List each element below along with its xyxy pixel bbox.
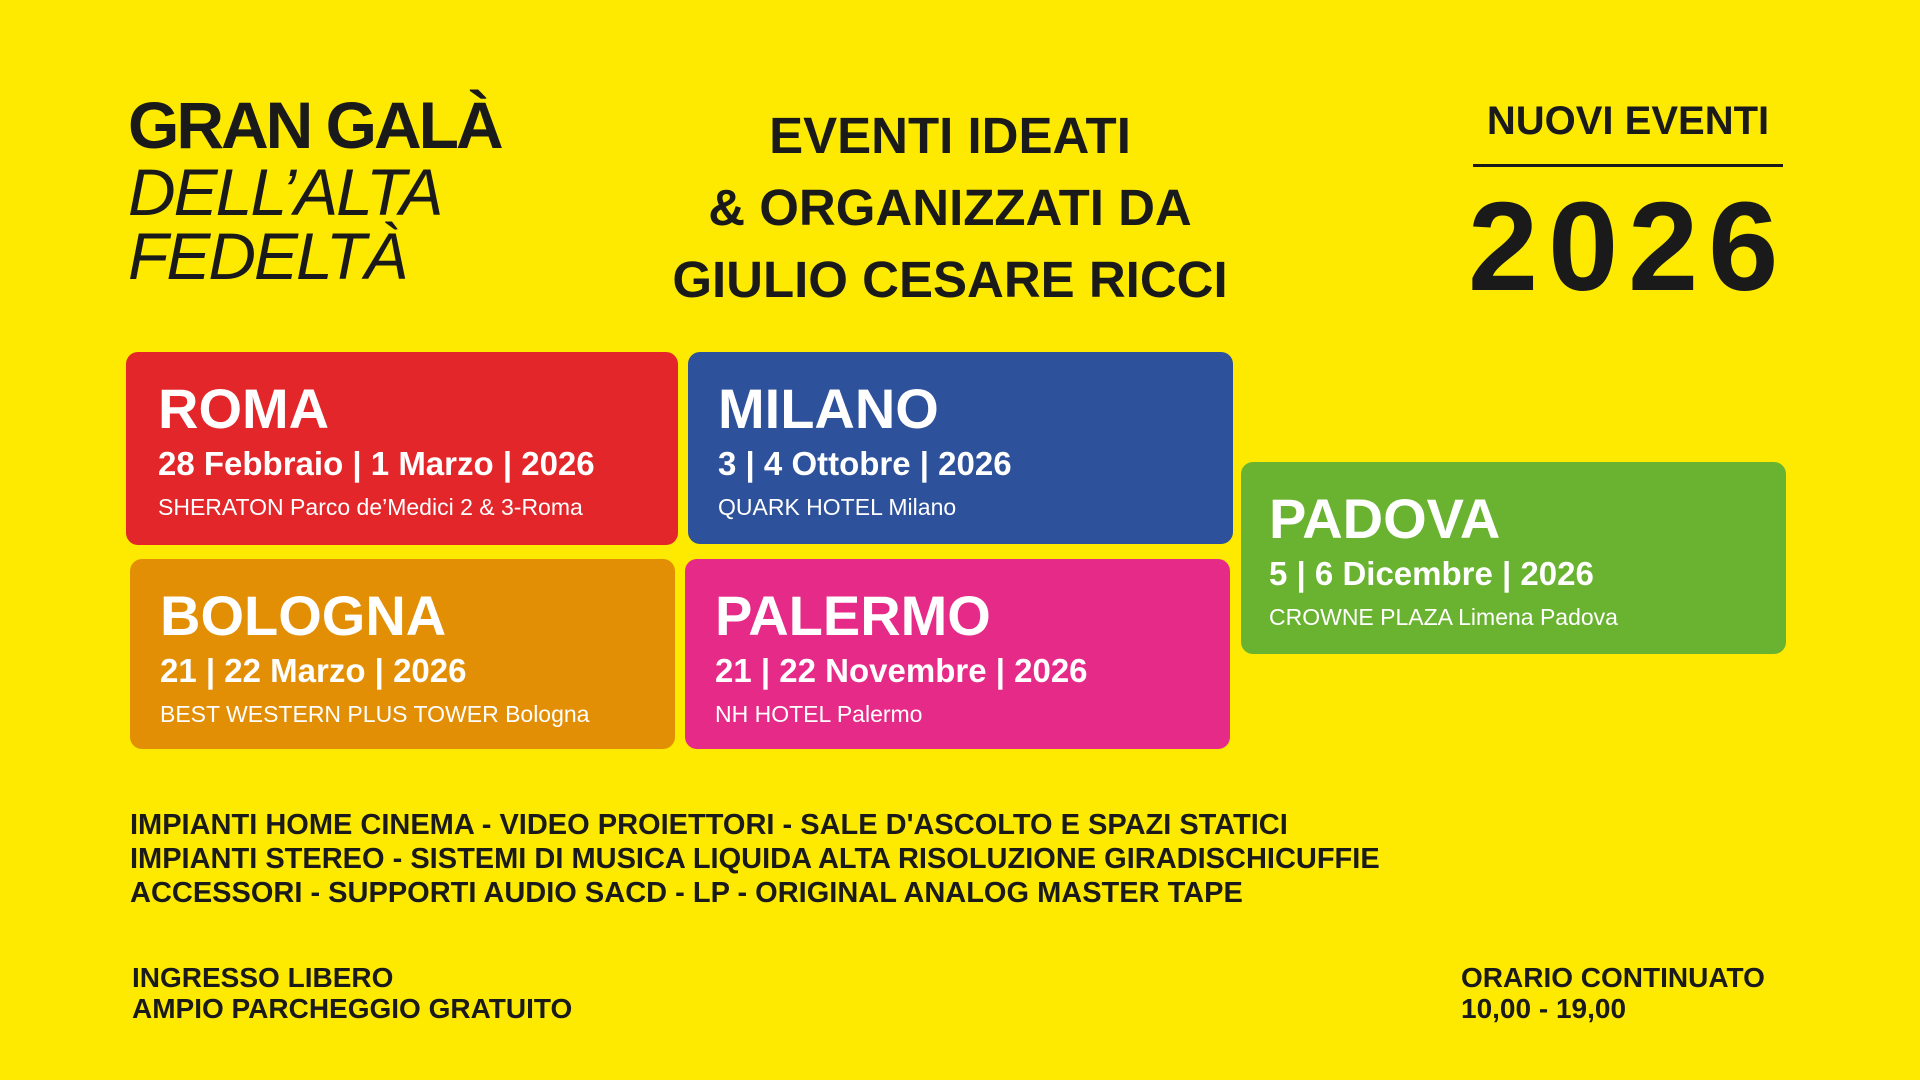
event-dates: 5 | 6 Dicembre | 2026 — [1269, 555, 1594, 592]
event-dates: 28 Febbraio | 1 Marzo | 2026 — [158, 445, 595, 482]
headline-line-2: & ORGANIZZATI DA — [708, 179, 1192, 236]
feature-list — [130, 808, 1380, 910]
organizer-headline — [600, 100, 1300, 316]
year-block — [1468, 98, 1788, 317]
event-venue: SHERATON Parco de’Medici 2 & 3-Roma — [158, 494, 583, 520]
event-dates: 21 | 22 Novembre | 2026 — [715, 652, 1088, 689]
event-card-bologna — [130, 559, 675, 749]
brand-line-3: FEDELTÀ — [128, 219, 407, 293]
hours-label: ORARIO CONTINUATO — [1461, 962, 1765, 993]
headline-line-1: EVENTI IDEATI — [769, 107, 1131, 164]
year-number: 2026 — [1468, 176, 1789, 317]
event-venue: BEST WESTERN PLUS TOWER Bologna — [160, 701, 590, 727]
event-city: PADOVA — [1269, 487, 1501, 550]
opening-hours — [1461, 962, 1765, 1024]
brand-line-1: GRAN GALÀ — [128, 88, 501, 162]
hours-time: 10,00 - 19,00 — [1461, 993, 1627, 1024]
new-events-label: NUOVI EVENTI — [1486, 99, 1770, 143]
event-venue: QUARK HOTEL Milano — [718, 494, 957, 520]
event-card-milano — [688, 352, 1233, 544]
event-city: MILANO — [718, 377, 939, 440]
event-card-palermo — [685, 559, 1230, 749]
event-venue: NH HOTEL Palermo — [715, 701, 923, 727]
event-card-roma — [126, 352, 678, 545]
event-city: BOLOGNA — [160, 584, 447, 647]
brand-title — [128, 88, 501, 293]
feature-line: IMPIANTI STEREO - SISTEMI DI MUSICA LIQUIDA ALTA RISOLUZIONE GIRADISCHICUFFIE — [130, 843, 1380, 875]
event-venue: CROWNE PLAZA Limena Padova — [1269, 604, 1618, 630]
free-parking-text: AMPIO PARCHEGGIO GRATUITO — [132, 993, 573, 1024]
headline-line-3: GIULIO CESARE RICCI — [672, 251, 1228, 308]
feature-line: IMPIANTI HOME CINEMA - VIDEO PROIETTORI - SALE D'ASCOLTO E SPAZI STATICI — [130, 809, 1288, 841]
free-entry-text: INGRESSO LIBERO — [132, 962, 394, 993]
event-city: PALERMO — [715, 584, 991, 647]
entry-info — [132, 962, 572, 1024]
event-card-padova — [1241, 462, 1786, 654]
brand-line-2: DELL’ALTA — [128, 155, 442, 229]
event-dates: 21 | 22 Marzo | 2026 — [160, 652, 467, 689]
divider — [1473, 164, 1783, 167]
event-city: ROMA — [158, 377, 330, 440]
feature-line: ACCESSORI - SUPPORTI AUDIO SACD - LP - ORIGINAL ANALOG MASTER TAPE — [130, 877, 1243, 909]
event-dates: 3 | 4 Ottobre | 2026 — [718, 445, 1012, 482]
